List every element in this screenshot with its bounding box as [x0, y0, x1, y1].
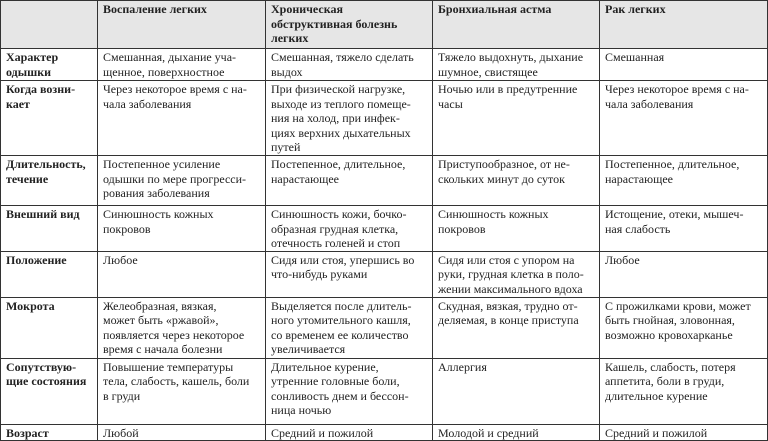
- table-cell: Смешанная, тяжело сделать выдох: [266, 49, 433, 81]
- row-header-cell: Характер одышки: [1, 49, 98, 81]
- table-cell: Средний и пожилой: [266, 424, 433, 441]
- table-cell: Постепенное усиление одышки по мере прогресси- рования заболевания: [98, 155, 266, 205]
- table-cell: Скудная, вязкая, трудно от- деляемая, в конце приступа: [433, 297, 600, 358]
- table-cell: Истощение, отеки, мышеч- ная слабость: [600, 205, 768, 251]
- table-cell: Через некоторое время с на- чала заболевания: [98, 81, 266, 156]
- table-cell: Приступообразное, от не- скольких минут до суток: [433, 155, 600, 205]
- table-cell: Синюшность кожных покровов: [98, 205, 266, 251]
- row-header-cell: Мокрота: [1, 297, 98, 358]
- table-row: [1, 155, 768, 205]
- table-cell: Аллергия: [433, 358, 600, 424]
- table-cell: Длительное курение, утренние головные боли, сонливость днем и бессон- ница ночью: [266, 358, 433, 424]
- header-cell-asthma: Бронхиальная астма: [433, 1, 600, 49]
- table-row: [1, 297, 768, 358]
- header-row: [1, 1, 768, 49]
- table-cell: Желеобразная, вязкая, может быть «ржавой», появляется через некоторое время с начала болезни: [98, 297, 266, 358]
- table-cell: Смешанная, дыхание уча- щенное, поверхностное: [98, 49, 266, 81]
- table-cell: Повышение температуры тела, слабость, кашель, боли в груди: [98, 358, 266, 424]
- table-cell: Ночью или в предутренние часы: [433, 81, 600, 156]
- table-cell: При физической нагрузке, выходе из теплого помеще- ния на холод, при инфек- циях верхних дыхательных путей: [266, 81, 433, 156]
- table-row: [1, 424, 768, 441]
- table-cell: Смешанная: [600, 49, 768, 81]
- row-header-cell: Когда возни- кает: [1, 81, 98, 156]
- table-cell: Выделяется после длитель- ного утомительного кашля, со временем ее количество увеличивается: [266, 297, 433, 358]
- table-cell: Кашель, слабость, потеря аппетита, боли в груди, длительное курение: [600, 358, 768, 424]
- table-cell: Молодой и средний: [433, 424, 600, 441]
- table-cell: Любое: [600, 251, 768, 297]
- table-row: [1, 81, 768, 156]
- table-cell: Синюшность кожи, бочко- образная грудная клетка, отечность голеней и стоп: [266, 205, 433, 251]
- table-cell: Тяжело выдохнуть, дыхание шумное, свистящее: [433, 49, 600, 81]
- row-header-cell: Возраст: [1, 424, 98, 441]
- table-row: [1, 205, 768, 251]
- header-cell-lung-cancer: Рак легких: [600, 1, 768, 49]
- table-cell: Сидя или стоя с упором на руки, грудная клетка в поло- жении максимального вдоха: [433, 251, 600, 297]
- header-cell-empty: [1, 1, 98, 49]
- table-cell: Постепенное, длительное, нарастающее: [266, 155, 433, 205]
- table-cell: Через некоторое время с на- чала заболевания: [600, 81, 768, 156]
- row-header-cell: Длительность, течение: [1, 155, 98, 205]
- table-cell: Постепенное, длительное, нарастающее: [600, 155, 768, 205]
- row-header-cell: Сопутствую- щие состояния: [1, 358, 98, 424]
- table-cell: Любой: [98, 424, 266, 441]
- table-row: [1, 251, 768, 297]
- table-cell: Средний и пожилой: [600, 424, 768, 441]
- header-cell-pneumonia: Воспаление легких: [98, 1, 266, 49]
- row-header-cell: Внешний вид: [1, 205, 98, 251]
- table-cell: Сидя или стоя, упершись во что-нибудь руками: [266, 251, 433, 297]
- row-header-cell: Положение: [1, 251, 98, 297]
- header-cell-copd: Хроническая обструктивная болезнь легких: [266, 1, 433, 49]
- table-cell: Синюшность кожных покровов: [433, 205, 600, 251]
- table-row: [1, 358, 768, 424]
- table-row: [1, 49, 768, 81]
- table-cell: С прожилками крови, может быть гнойная, зловонная, возможно кровохарканье: [600, 297, 768, 358]
- table-cell: Любое: [98, 251, 266, 297]
